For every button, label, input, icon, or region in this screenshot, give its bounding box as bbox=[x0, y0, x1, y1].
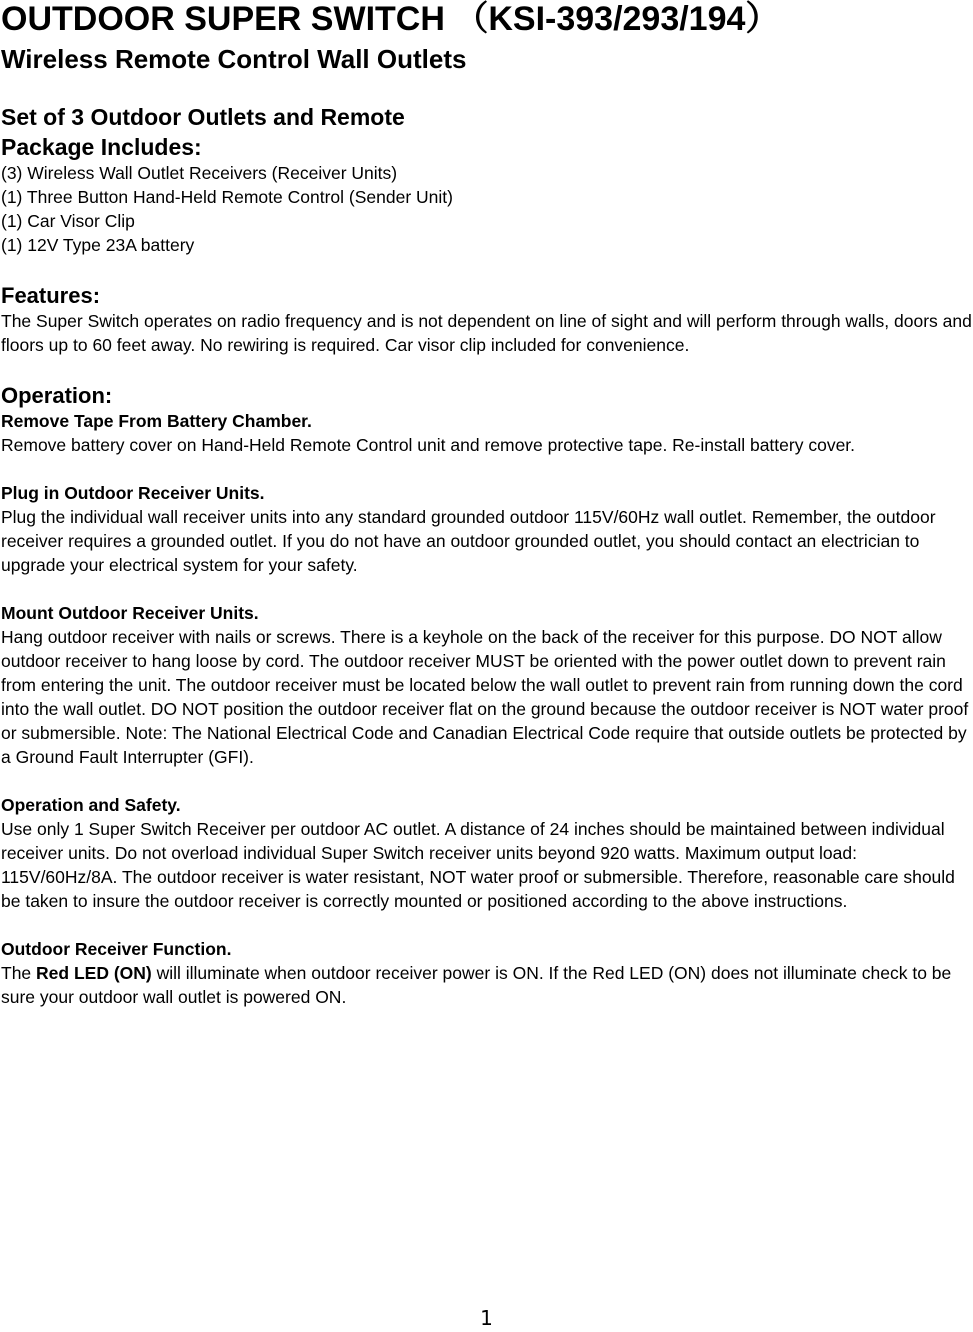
package-item: (1) Three Button Hand-Held Remote Control (Sender Unit) bbox=[1, 187, 453, 207]
document-subtitle: Wireless Remote Control Wall Outlets bbox=[1, 44, 467, 74]
step-body: Remove battery cover on Hand-Held Remote Control unit and remove protective tape. Re-install battery cover. bbox=[1, 435, 856, 455]
page-number: 1 bbox=[480, 1306, 493, 1330]
package-item: (1) Car Visor Clip bbox=[1, 211, 135, 231]
package-list bbox=[1, 161, 973, 257]
step-body: Use only 1 Super Switch Receiver per outdoor AC outlet. A distance of 24 inches should be maintained between individual receiver units. Do not overload individual Super Switch receiver units beyond 920 watts. Maximum output load: 115V/60Hz/8A. The outdoor receiver is water resistant, NOT water proof or submersible. Therefore, reasonable care should be taken to insure the outdoor receiver is correctly mounted or positioned according to the above instructions. bbox=[1, 819, 955, 911]
set-heading: Set of 3 Outdoor Outlets and Remote bbox=[1, 104, 405, 130]
step-heading: Remove Tape From Battery Chamber. bbox=[1, 411, 312, 431]
step-heading: Plug in Outdoor Receiver Units. bbox=[1, 483, 265, 503]
step-body: Plug the individual wall receiver units into any standard grounded outdoor 115V/60Hz wall outlet. Remember, the outdoor receiver requires a grounded outlet. If you do not have an outdoor grounded outlet, you should contact an electrician to upgrade your electrical system for your safety. bbox=[1, 507, 936, 575]
operation-step-safety bbox=[1, 793, 973, 913]
receiver-function bbox=[1, 937, 973, 1009]
package-item: (3) Wireless Wall Outlet Receivers (Receiver Units) bbox=[1, 163, 398, 183]
step-heading: Operation and Safety. bbox=[1, 795, 181, 815]
operation-heading: Operation: bbox=[1, 383, 113, 408]
document-title: OUTDOOR SUPER SWITCH （KSI-393/293/194） bbox=[1, 0, 780, 38]
operation-step-mount bbox=[1, 601, 973, 769]
step-heading: Mount Outdoor Receiver Units. bbox=[1, 603, 259, 623]
red-led-label: Red LED (ON) bbox=[36, 963, 152, 983]
operation-step-plug-in bbox=[1, 481, 973, 577]
step-body: Hang outdoor receiver with nails or screws. There is a keyhole on the back of the receiver for this purpose. DO NOT allow outdoor receiver to hang loose by cord. The outdoor receiver MUST be oriented with the power outlet down to prevent rain from entering the unit. The outdoor receiver must be located below the wall outlet to prevent rain from running down the cord into the wall outlet. DO NOT position the outdoor receiver flat on the ground because the outdoor receiver is NOT water proof or submersible. Note: The National Electrical Code and Canadian Electrical Code require that outside outlets be protected by a Ground Fault Interrupter (GFI). bbox=[1, 627, 969, 767]
receiver-function-prefix: The bbox=[1, 963, 37, 983]
package-includes-heading: Package Includes: bbox=[1, 134, 202, 160]
features-body: The Super Switch operates on radio frequency and is not dependent on line of sight and will perform through walls, doors and floors up to 60 feet away. No rewiring is required. Car visor clip included for convenience. bbox=[1, 311, 972, 355]
operation-step-battery bbox=[1, 409, 973, 457]
receiver-function-suffix: will illuminate when outdoor receiver power is ON. If the Red LED (ON) does not illuminate check to be sure your outdoor wall outlet is powered ON. bbox=[1, 963, 952, 1007]
receiver-function-body bbox=[1, 961, 973, 1009]
receiver-function-heading: Outdoor Receiver Function. bbox=[1, 939, 232, 959]
features-heading: Features: bbox=[1, 283, 101, 308]
package-item: (1) 12V Type 23A battery bbox=[1, 235, 195, 255]
